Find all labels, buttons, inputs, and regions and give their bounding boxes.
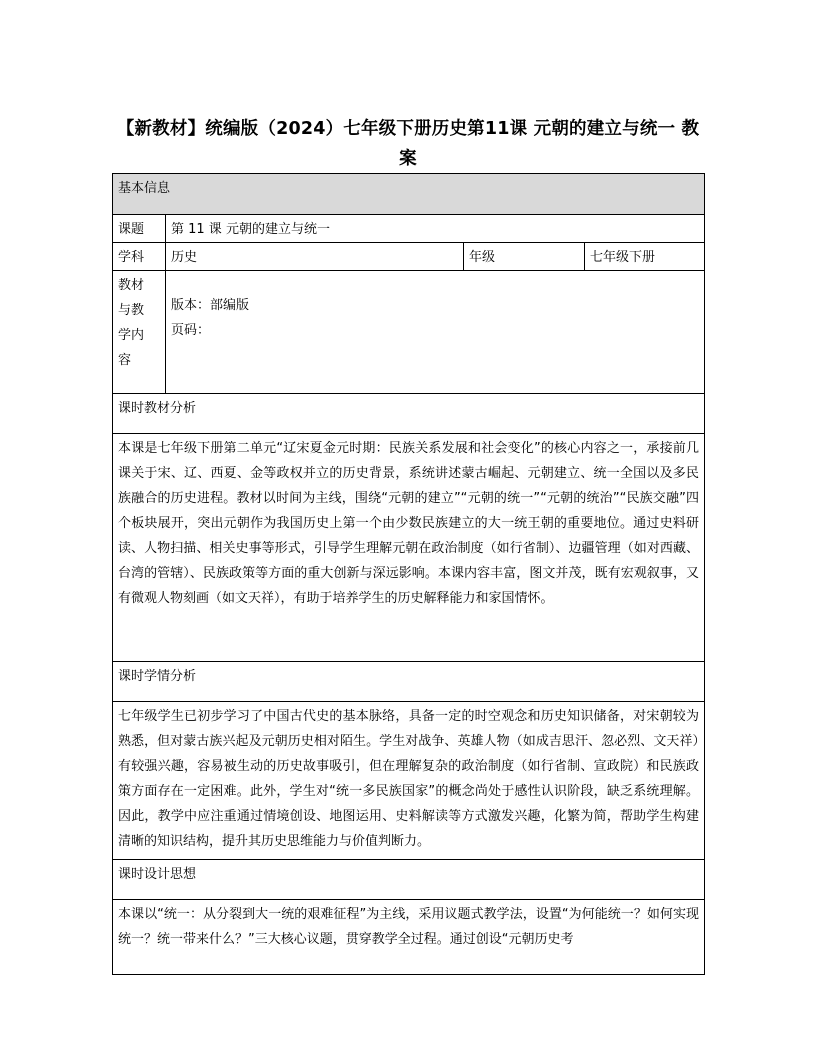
- material-label-line: 容: [118, 353, 132, 368]
- edition-text: 版本：部编版: [171, 298, 250, 313]
- course-value: 第 11 课 元朝的建立与统一: [166, 215, 705, 243]
- design-idea-body: 本课以“统一：从分裂到大一统的艰难征程”为主线，采用议题式教学法，设置“为何能统一？如何实现统一？统一带来什么？”三大核心议题，贯穿教学全过程。通过创设“元朝历史考: [113, 900, 705, 975]
- material-label-line: 教材: [118, 278, 145, 293]
- design-idea-heading: 课时设计思想: [113, 860, 705, 900]
- course-label: 课题: [113, 215, 166, 243]
- subject-label: 学科: [113, 243, 166, 271]
- material-label-line: 与教: [118, 303, 145, 318]
- subject-value: 历史: [166, 243, 464, 271]
- lesson-plan-table: [112, 173, 705, 975]
- grade-label: 年级: [464, 243, 585, 271]
- material-value: [166, 271, 705, 394]
- pages-text: 页码：: [171, 323, 211, 338]
- grade-value: 七年级下册: [585, 243, 705, 271]
- learner-analysis-body: 七年级学生已初步学习了中国古代史的基本脉络，具备一定的时空观念和历史知识储备，对宋朝较为熟悉，但对蒙古族兴起及元朝历史相对陌生。学生对战争、英雄人物（如成吉思汗、忽必烈、文天祥）有较强兴趣，容易被生动的历史故事吸引，但在理解复杂的政治制度（如行省制、宣政院）和民族政策方面存在一定困难。此外，学生对“统一多民族国家”的概念尚处于感性认识阶段，缺乏系统理解。因此，教学中应注重通过情境创设、地图运用、史料解读等方式激发兴趣，化繁为简，帮助学生构建清晰的知识结构，提升其历史思维能力与价值判断力。: [113, 702, 705, 860]
- material-label: [113, 271, 166, 394]
- textbook-analysis-body: 本课是七年级下册第二单元“辽宋夏金元时期：民族关系发展和社会变化”的核心内容之一，承接前几课关于宋、辽、西夏、金等政权并立的历史背景，系统讲述蒙古崛起、元朝建立、统一全国以及多民族融合的历史进程。教材以时间为主线，围绕“元朝的建立”“元朝的统一”“元朝的统治”“民族交融”四个板块展开，突出元朝作为我国历史上第一个由少数民族建立的大一统王朝的重要地位。通过史料研读、人物扫描、相关史事等形式，引导学生理解元朝在政治制度（如行省制）、边疆管理（如对西藏、台湾的管辖）、民族政策等方面的重大创新与深远影响。本课内容丰富，图文并茂，既有宏观叙事，又有微观人物刻画（如文天祥），有助于培养学生的历史解释能力和家国情怀。: [113, 434, 705, 662]
- basic-info-header: 基本信息: [113, 174, 705, 215]
- learner-analysis-heading: 课时学情分析: [113, 662, 705, 702]
- textbook-analysis-heading: 课时教材分析: [113, 394, 705, 434]
- page-title: 【新教材】统编版（2024）七年级下册历史第11课 元朝的建立与统一 教案: [116, 119, 700, 169]
- material-label-line: 学内: [118, 328, 145, 343]
